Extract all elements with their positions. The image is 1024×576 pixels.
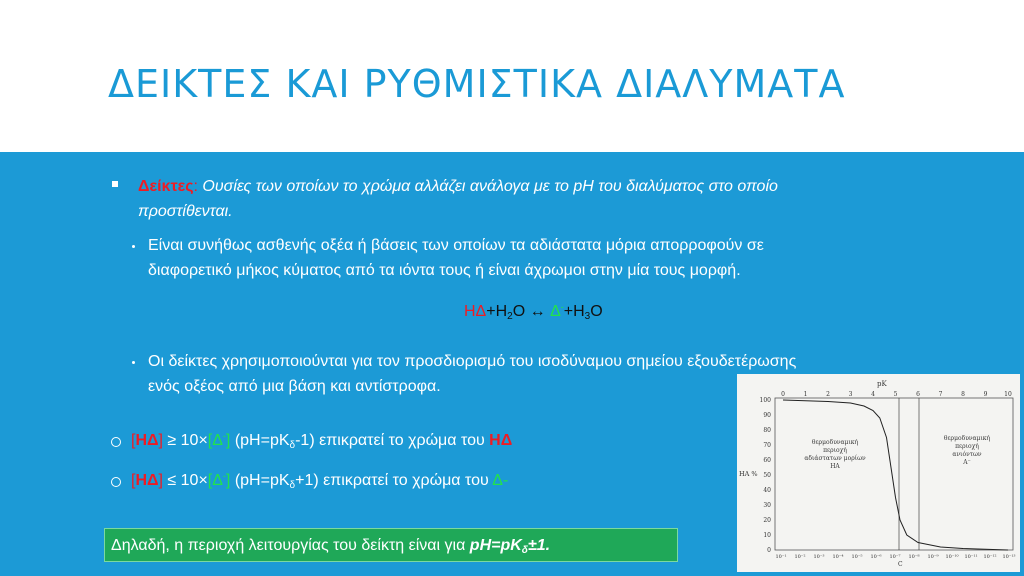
- bracket: ]: [158, 472, 163, 489]
- cond2-ph: (pH=pK: [230, 472, 290, 489]
- eq-o: O: [512, 303, 526, 320]
- condition-1: [131, 429, 512, 453]
- top-tick-label: 10: [1004, 391, 1012, 398]
- bracket: [: [131, 432, 136, 449]
- eq-sub2: 2: [507, 311, 513, 322]
- y-tick-label: 70: [763, 442, 771, 449]
- cond1-delta: δ: [289, 440, 296, 451]
- bottom-tick-label: 10⁻⁶: [870, 554, 882, 560]
- bullet-definition-line1: [138, 175, 778, 199]
- left-region-line4: HA: [830, 463, 840, 470]
- eq-h: +H: [486, 303, 508, 320]
- y-tick-label: 30: [763, 502, 771, 509]
- top-tick-label: 9: [983, 391, 988, 398]
- definition-text: Ουσίες των οποίων το χρώμα αλλάζει ανάλογα με το pH του διαλύματος στο οποίο: [202, 178, 778, 195]
- summary-delta: δ: [521, 545, 528, 556]
- eq-sub3: 3: [584, 311, 591, 322]
- eq-o2: O: [590, 303, 603, 320]
- top-tick-label: 3: [848, 391, 853, 398]
- y-tick-label: 100: [759, 397, 771, 404]
- y-tick-label: 20: [763, 517, 771, 524]
- plot-frame: [775, 398, 1013, 550]
- right-region-line4: A⁻: [963, 459, 971, 466]
- cond1-text: -1) επικρατεί το χρώμα του: [295, 432, 490, 449]
- bullet-definition-line2: προστίθενται.: [138, 203, 233, 220]
- y-tick-label: 40: [763, 487, 771, 494]
- summary-tail: ±1.: [527, 537, 551, 554]
- summary-text: Δηλαδή, η περιοχή λειτουργίας του δείκτη είναι για: [111, 537, 470, 554]
- cond1-hd: ΗΔ: [135, 432, 159, 449]
- summary-formula: pH=pK: [469, 537, 522, 554]
- bottom-tick-label: 10⁻¹³: [1002, 554, 1016, 560]
- y-axis-label: HA %: [739, 470, 758, 478]
- cond2-d-charge: -: [222, 471, 226, 481]
- eq-d-charge: -: [560, 302, 564, 312]
- bottom-tick-label: 10⁻¹: [775, 554, 787, 560]
- sub-bullet2-line1: Οι δείκτες χρησιμοποιούνται για τον προσδιορισμό του ισοδύναμου σημείου εξουδετέρωσης: [148, 353, 797, 370]
- double-arrow-icon: ↔: [529, 303, 546, 320]
- eq-h3: +H: [563, 303, 585, 320]
- top-tick-label: 2: [826, 391, 830, 398]
- cond1-operator: ≥ 10×: [162, 432, 208, 449]
- left-region-line1: θερμοδυναμική: [811, 439, 859, 446]
- y-tick-label: 80: [763, 427, 771, 434]
- y-tick-label: 10: [763, 532, 771, 539]
- bottom-tick-label: 10⁻²: [794, 554, 806, 560]
- cond2-text: +1) επικρατεί το χρώμα του: [295, 472, 493, 489]
- cond1-color: ΗΔ: [489, 432, 513, 449]
- bracket: ]: [225, 472, 231, 489]
- equilibrium-equation: [464, 300, 603, 324]
- bottom-tick-label: 10⁻⁵: [851, 554, 863, 560]
- eq-hd: ΗΔ: [464, 303, 487, 320]
- indicator-curve-svg: [737, 374, 1020, 572]
- cond2-color: Δ-: [492, 472, 509, 489]
- bottom-tick-label: 10⁻⁴: [832, 554, 844, 560]
- top-tick-label: 1: [803, 391, 808, 398]
- bracket: [: [131, 472, 136, 489]
- right-region-line2: περιοχή: [955, 443, 979, 450]
- bottom-tick-label: 10⁻⁷: [889, 554, 901, 560]
- cond2-hd: ΗΔ: [135, 472, 159, 489]
- right-region-line1: θερμοδυναμική: [943, 435, 991, 442]
- right-region-line3: ανιόντων: [952, 451, 982, 458]
- condition-2: [131, 469, 508, 493]
- dot-bullet-icon: [132, 245, 135, 248]
- y-tick-label: 90: [763, 412, 771, 419]
- bottom-tick-label: 10⁻¹⁰: [945, 554, 959, 560]
- eq-d: Δ: [550, 303, 561, 320]
- cond1-ph: (pH=pK: [230, 432, 290, 449]
- top-axis-label: pK: [877, 380, 887, 388]
- bottom-tick-label: 10⁻¹²: [983, 554, 997, 560]
- cond1-d: [Δ: [207, 432, 223, 449]
- bottom-tick-label: 10⁻⁸: [908, 554, 920, 560]
- dot-bullet-icon: [132, 361, 135, 364]
- titration-curve: [783, 400, 1008, 550]
- left-region-line3: αδιάστατων μορίων: [804, 455, 866, 462]
- y-tick-label: 0: [767, 547, 771, 554]
- term-indicators: Δείκτες: [138, 178, 194, 195]
- cond2-d: [Δ: [207, 472, 223, 489]
- y-tick-label: 60: [763, 457, 771, 464]
- bottom-tick-label: 10⁻³: [813, 554, 825, 560]
- summary-box: [104, 528, 678, 562]
- top-tick-label: 7: [938, 391, 943, 398]
- cond2-delta: δ: [289, 480, 296, 491]
- bracket: ]: [225, 432, 231, 449]
- sub-bullet2-line2: ενός οξέος από μια βάση και αντίστροφα.: [148, 378, 441, 395]
- top-tick-label: 0: [781, 391, 785, 398]
- square-bullet-icon: [112, 181, 118, 187]
- bottom-axis-label: C: [898, 561, 903, 568]
- bottom-tick-label: 10⁻¹¹: [964, 554, 978, 560]
- top-tick-label: 8: [961, 391, 965, 398]
- top-tick-label: 5: [893, 391, 898, 398]
- left-region-line2: περιοχή: [823, 447, 847, 454]
- bracket: ]: [158, 432, 163, 449]
- y-tick-label: 50: [763, 472, 771, 479]
- top-tick-label: 6: [916, 391, 920, 398]
- slide-title: ΔΕΙΚΤΕΣ ΚΑΙ ΡΥΘΜΙΣΤΙΚΑ ΔΙΑΛΥΜΑΤΑ: [108, 62, 846, 106]
- top-tick-label: 4: [871, 391, 875, 398]
- sub-bullet1-line2: διαφορετικό μήκος κύματος από τα ιόντα τους ή είναι άχρωμοι στην μία τους μορφή.: [148, 262, 741, 279]
- sub-bullet1-line1: Είναι συνήθως ασθενής οξέα ή βάσεις των οποίων τα αδιάστατα μόρια απορροφούν σε: [148, 237, 764, 254]
- cond1-d-charge: -: [222, 431, 226, 441]
- bottom-tick-label: 10⁻⁹: [927, 554, 939, 560]
- circle-bullet-icon: [111, 437, 121, 447]
- term-colon: :: [193, 178, 198, 195]
- indicator-curve-figure: [737, 374, 1020, 572]
- cond2-operator: ≤ 10×: [162, 472, 208, 489]
- circle-bullet-icon: [111, 477, 121, 487]
